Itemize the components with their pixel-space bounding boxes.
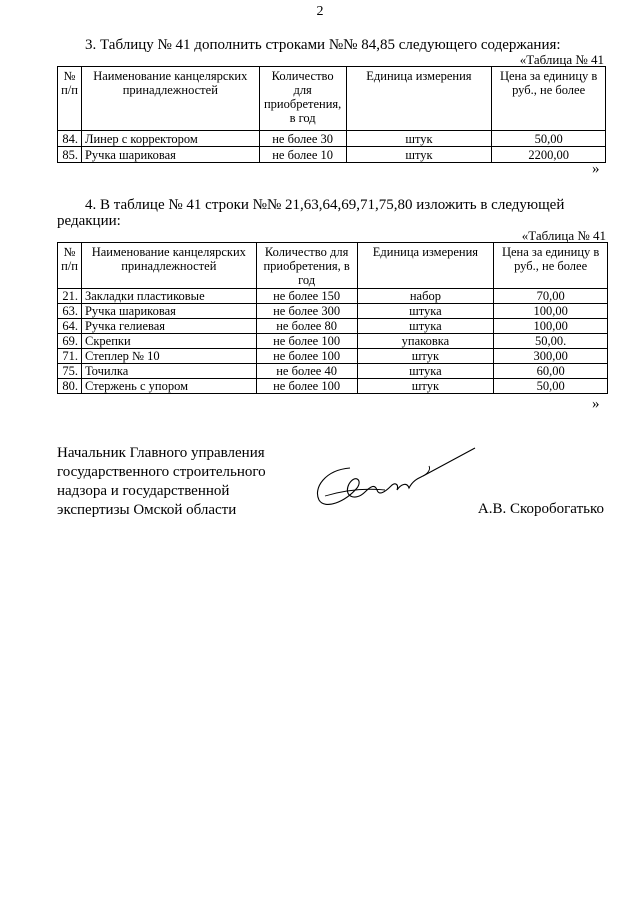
section4-text-line2: редакции: bbox=[57, 213, 121, 229]
item-unit: штук bbox=[357, 379, 494, 394]
table-section4 bbox=[57, 242, 608, 394]
table-row bbox=[58, 319, 608, 334]
item-name: Степлер № 10 bbox=[81, 349, 256, 364]
row-number: 75. bbox=[58, 364, 82, 379]
header-price: Цена за единицу в руб., не более bbox=[494, 243, 608, 289]
item-unit: штук bbox=[346, 147, 492, 163]
item-name: Скрепки bbox=[81, 334, 256, 349]
section4-table-label: «Таблица № 41 bbox=[521, 228, 606, 243]
table-row bbox=[58, 131, 606, 147]
item-name: Линер с корректором bbox=[81, 131, 259, 147]
item-unit: упаковка bbox=[357, 334, 494, 349]
item-price: 50,00. bbox=[494, 334, 608, 349]
item-unit: штук bbox=[346, 131, 492, 147]
table-row bbox=[58, 334, 608, 349]
position-line: надзора и государственной bbox=[57, 483, 230, 499]
item-quantity: не более 10 bbox=[259, 147, 346, 163]
table-row bbox=[58, 364, 608, 379]
row-number: 80. bbox=[58, 379, 82, 394]
section4-text-line1: 4. В таблице № 41 строки №№ 21,63,64,69,71,75,80 изложить в следующей bbox=[85, 197, 565, 213]
item-price: 300,00 bbox=[494, 349, 608, 364]
signatory-position bbox=[57, 444, 266, 520]
handwritten-signature bbox=[305, 440, 485, 520]
header-name: Наименование канцелярских принадлежностей bbox=[81, 67, 259, 131]
row-number: 69. bbox=[58, 334, 82, 349]
item-unit: штука bbox=[357, 304, 494, 319]
item-name: Ручка гелиевая bbox=[81, 319, 256, 334]
item-price: 60,00 bbox=[494, 364, 608, 379]
table-row bbox=[58, 349, 608, 364]
item-name: Ручка шариковая bbox=[81, 147, 259, 163]
position-line: экспертизы Омской области bbox=[57, 502, 237, 518]
item-quantity: не более 100 bbox=[256, 334, 357, 349]
section3-text: 3. Таблицу № 41 дополнить строками №№ 84,85 следующего содержания: bbox=[85, 37, 561, 53]
item-quantity: не более 80 bbox=[256, 319, 357, 334]
item-price: 2200,00 bbox=[492, 147, 606, 163]
row-number: 63. bbox=[58, 304, 82, 319]
section4-closing-quote: » bbox=[592, 396, 600, 412]
header-unit: Единица измерения bbox=[346, 67, 492, 131]
item-quantity: не более 150 bbox=[256, 289, 357, 304]
row-number: 64. bbox=[58, 319, 82, 334]
item-quantity: не более 300 bbox=[256, 304, 357, 319]
row-number: 85. bbox=[58, 147, 82, 163]
item-quantity: не более 100 bbox=[256, 349, 357, 364]
table-row bbox=[58, 379, 608, 394]
row-number: 21. bbox=[58, 289, 82, 304]
row-number: 71. bbox=[58, 349, 82, 364]
item-name: Ручка шариковая bbox=[81, 304, 256, 319]
table-row bbox=[58, 304, 608, 319]
signatory-name: А.В. Скоробогатько bbox=[477, 501, 604, 517]
row-number: 84. bbox=[58, 131, 82, 147]
section3-closing-quote: » bbox=[592, 161, 600, 177]
header-num: № п/п bbox=[58, 243, 82, 289]
header-price: Цена за единицу в руб., не более bbox=[492, 67, 606, 131]
item-price: 50,00 bbox=[494, 379, 608, 394]
table-row bbox=[58, 289, 608, 304]
item-unit: штук bbox=[357, 349, 494, 364]
header-name: Наименование канцелярских принадлежностей bbox=[81, 243, 256, 289]
item-name: Точилка bbox=[81, 364, 256, 379]
position-line: государственного строительного bbox=[57, 464, 266, 480]
page-number: 2 bbox=[316, 4, 324, 19]
header-qty: Количество для приобретения, в год bbox=[259, 67, 346, 131]
item-quantity: не более 30 bbox=[259, 131, 346, 147]
item-unit: штука bbox=[357, 319, 494, 334]
table-row bbox=[58, 147, 606, 163]
item-quantity: не более 40 bbox=[256, 364, 357, 379]
item-price: 50,00 bbox=[492, 131, 606, 147]
item-name: Закладки пластиковые bbox=[81, 289, 256, 304]
header-unit: Единица измерения bbox=[357, 243, 494, 289]
item-price: 70,00 bbox=[494, 289, 608, 304]
section3-table-label: «Таблица № 41 bbox=[519, 52, 604, 67]
header-num: № п/п bbox=[58, 67, 82, 131]
header-qty: Количество для приобретения, в год bbox=[256, 243, 357, 289]
item-price: 100,00 bbox=[494, 304, 608, 319]
item-price: 100,00 bbox=[494, 319, 608, 334]
item-name: Стержень с упором bbox=[81, 379, 256, 394]
item-unit: штука bbox=[357, 364, 494, 379]
item-unit: набор bbox=[357, 289, 494, 304]
position-line: Начальник Главного управления bbox=[57, 445, 265, 461]
table-section3 bbox=[57, 66, 606, 163]
item-quantity: не более 100 bbox=[256, 379, 357, 394]
